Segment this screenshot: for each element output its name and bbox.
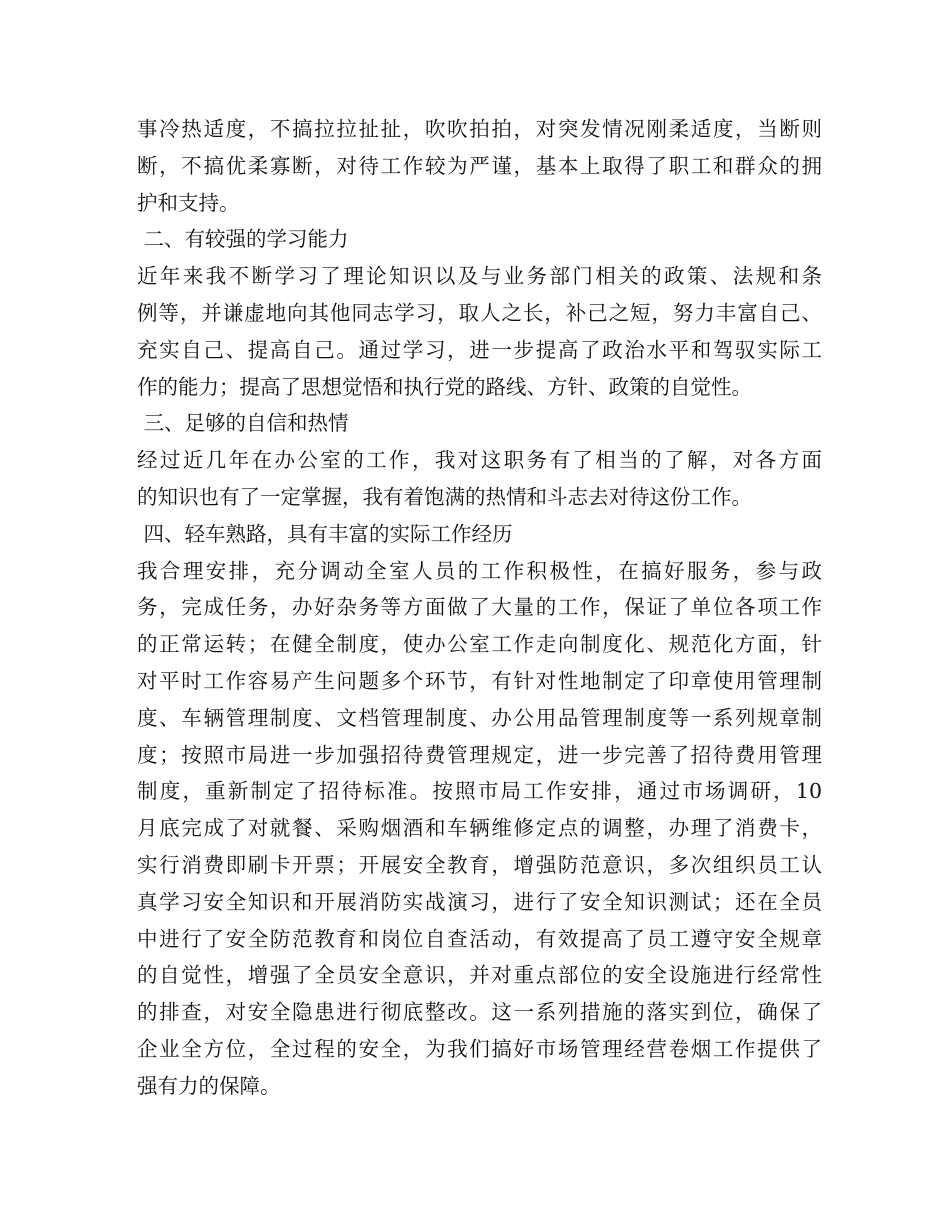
text-line: 近年来我不断学习了理论知识以及与业务部门相关的政策、法规和条 [137,264,822,289]
text-line: 强有力的保障。 [137,1073,281,1098]
text-line: 作的能力；提高了思想觉悟和执行党的路线、方针、政策的自觉性。 [137,374,752,399]
text-line: 例等，并谦虚地向其他同志学习，取人之长，补己之短，努力丰富自己、 [137,300,822,325]
text-line: 真学习安全知识和开展消防实战演习，进行了安全知识测试；还在全员 [137,889,822,914]
text-line: 我合理安排，充分调动全室人员的工作积极性，在搞好服务，参与政 [137,558,822,583]
text-line: 月底完成了对就餐、采购烟酒和车辆维修定点的调整，办理了消费卡， [137,816,822,841]
text-line: 制度，重新制定了招待标准。按照市局工作安排，通过市场调研，10 [137,779,822,804]
text-line: 务，完成任务，办好杂务等方面做了大量的工作，保证了单位各项工作 [137,595,822,620]
text-line: 中进行了安全防范教育和岗位自查活动，有效提高了员工遵守安全规章 [137,926,822,951]
text-line: 对平时工作容易产生问题多个环节，有针对性地制定了印章使用管理制 [137,668,822,693]
text-line: 实行消费即刷卡开票；开展安全教育，增强防范意识，多次组织员工认 [137,852,822,877]
text-line: 度；按照市局进一步加强招待费管理规定，进一步完善了招待费用管理 [137,742,822,767]
text-line: 的排查，对安全隐患进行彻底整改。这一系列措施的落实到位，确保了 [137,1000,822,1025]
text-line: 的自觉性，增强了全员安全意识，并对重点部位的安全设施进行经常性 [137,963,822,988]
text-line: 企业全方位，全过程的安全，为我们搞好市场管理经营卷烟工作提供了 [137,1036,822,1061]
text-line: 度、车辆管理制度、文档管理制度、办公用品管理制度等一系列规章制 [137,705,822,730]
section-heading: 二、有较强的学习能力 [137,227,349,252]
text-line: 护和支持。 [137,190,240,215]
section-heading: 四、轻车熟路，具有丰富的实际工作经历 [137,521,513,546]
document-body [137,111,822,1105]
text-line: 的知识也有了一定掌握，我有着饱满的热情和斗志去对待这份工作。 [137,484,752,509]
text-line: 事冷热适度，不搞拉拉扯扯，吹吹拍拍，对突发情况刚柔适度，当断则 [137,117,822,141]
text-line: 的正常运转；在健全制度，使办公室工作走向制度化、规范化方面，针 [137,632,822,657]
text-line: 经过近几年在办公室的工作，我对这职务有了相当的了解，对各方面 [137,448,822,473]
section-heading: 三、足够的自信和热情 [137,411,349,436]
text-line: 充实自己、提高自己。通过学习，进一步提高了政治水平和驾驭实际工 [137,337,822,362]
text-line: 断，不搞优柔寡断，对待工作较为严谨，基本上取得了职工和群众的拥 [137,153,822,178]
